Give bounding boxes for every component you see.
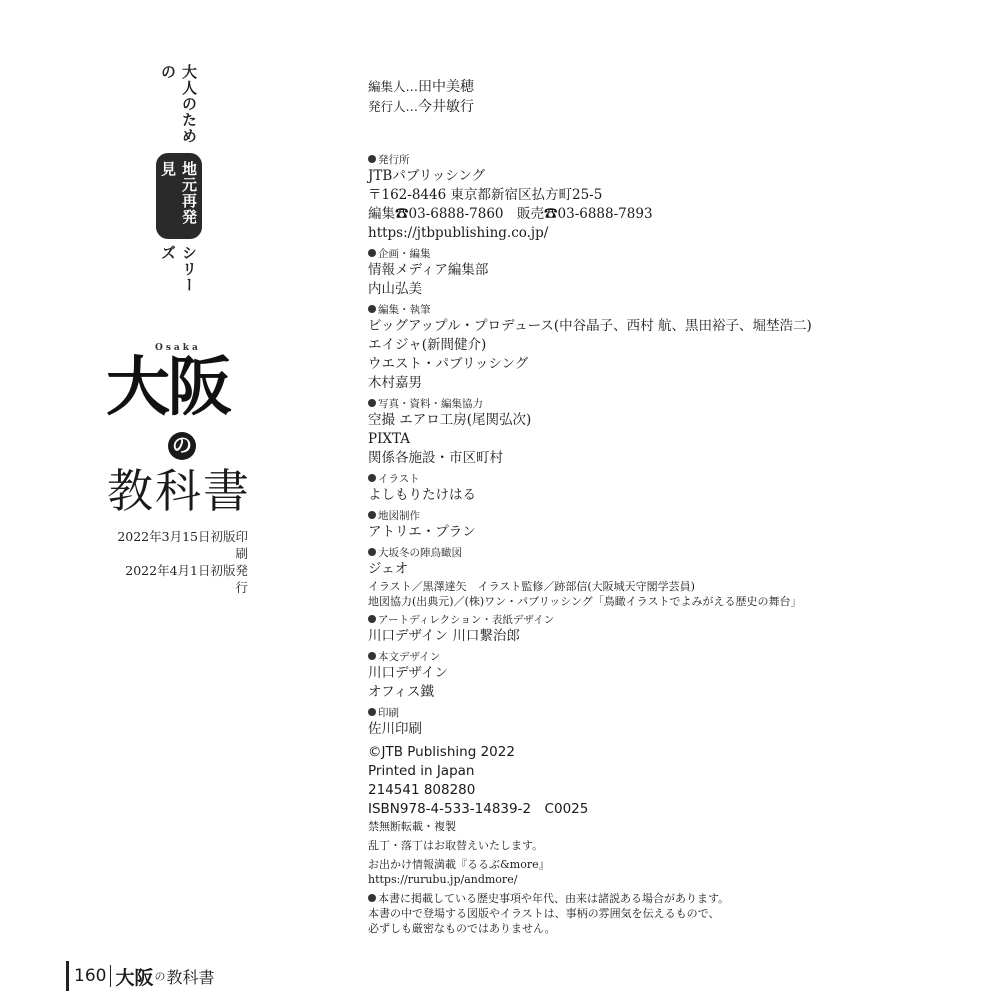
credit-heading-text: 大坂冬の陣鳥瞰図 [378, 547, 462, 559]
credit-line: 地図協力(出典元)／(株)ワン・パブリッシング「鳥瞰イラストでよみがえる歴史の舞台」 [368, 595, 802, 608]
credit-line: 川口デザイン 川口繋治郎 [368, 628, 520, 644]
book-title-main: 大阪 [106, 351, 230, 425]
credit-sections [368, 153, 888, 739]
credit-line: https://jtbpublishing.co.jp/ [368, 225, 549, 241]
disclaimer-line-3: 必ずしも厳密なものではありません。 [368, 922, 556, 935]
footer-divider [110, 965, 111, 987]
credit-heading [368, 472, 888, 486]
credit-line: ジェオ [368, 561, 409, 577]
book-title-sub: 教科書 [107, 464, 251, 518]
series-bottom-text: シリーズ [159, 244, 198, 293]
credit-line: アトリエ・プラン [368, 524, 476, 540]
credit-line: オフィス鐵 [368, 684, 435, 700]
bullet-icon [368, 548, 376, 556]
copyright-line: ©JTB Publishing 2022 [368, 744, 515, 760]
disclaimer-line-1 [368, 891, 888, 906]
credit-line: ウエスト・パブリッシング [368, 356, 529, 372]
credit-heading-text: アートディレクション・表紙デザイン [378, 614, 555, 626]
credit-heading-text: 写真・資料・編集協力 [378, 398, 483, 410]
credit-heading-text: 企画・編集 [378, 248, 431, 260]
publisher-label: 発行人… [368, 99, 419, 114]
bullet-icon [368, 652, 376, 660]
credit-line: 川口デザイン [368, 665, 449, 681]
footer-title-sub: 教科書 [166, 967, 215, 987]
credit-line: 〒162-8446 東京都新宿区払方町25-5 [368, 187, 603, 203]
editor-name: 田中美穂 [418, 79, 475, 95]
printed-line: Printed in Japan [368, 763, 475, 779]
credit-section [368, 546, 888, 609]
credit-section [368, 613, 888, 646]
disclaimer [368, 891, 888, 936]
colophon [368, 743, 888, 887]
print-date: 2022年3月15日初版印刷 [117, 529, 248, 561]
credit-heading-text: 発行所 [378, 154, 410, 166]
publisher-line [368, 97, 474, 117]
credit-line: 空撮 エアロ工房(尾関弘次) [368, 412, 532, 428]
credit-heading-text: 地図制作 [378, 510, 420, 522]
staff-block [368, 77, 474, 117]
publish-date: 2022年4月1日初版発行 [125, 563, 248, 595]
credit-line: 佐川印刷 [368, 721, 422, 737]
credit-section [368, 153, 888, 243]
series-badge: 地元再発見 [156, 153, 202, 238]
credit-heading [368, 303, 888, 317]
bullet-icon [368, 305, 376, 313]
bullet-icon [368, 155, 376, 163]
disclaimer-text-1: 本書に掲載している歴史事項や年代、由来は諸説ある場合があります。 [378, 892, 730, 905]
bullet-icon [368, 249, 376, 257]
code-line: 214541 808280 [368, 782, 476, 798]
credit-heading-text: イラスト [378, 473, 420, 485]
footer-title-main: 大阪 [115, 966, 154, 989]
edition-dates [114, 528, 248, 596]
bullet-icon [368, 894, 376, 902]
credit-line: ビッグアップル・プロデュース(中谷晶子、西村 航、黒田裕子、堀埜浩二) [368, 318, 812, 334]
publisher-name: 今井敏行 [418, 99, 475, 115]
credit-line: 関係各施設・市区町村 [368, 450, 503, 466]
editor-line [368, 77, 474, 97]
isbn-line: ISBN978-4-533-14839-2 C0025 [368, 801, 589, 817]
credit-line: 内山弘美 [368, 281, 422, 297]
credit-section [368, 509, 888, 542]
defect-line: 乱丁・落丁はお取替えいたします。 [368, 839, 544, 852]
bullet-icon [368, 474, 376, 482]
page-number: 160 [74, 966, 107, 986]
credit-line: イラスト／黒澤達矢 イラスト監修／跡部信(大阪城天守閣学芸員) [368, 580, 695, 593]
credit-line: JTBパブリッシング [368, 168, 486, 184]
credit-section [368, 303, 888, 393]
series-top-text: 大人のための [159, 64, 198, 144]
bullet-icon [368, 399, 376, 407]
credit-section [368, 247, 888, 299]
credit-line: よしもりたけはる [368, 487, 476, 503]
credit-heading [368, 247, 888, 261]
credit-line: PIXTA [368, 431, 411, 447]
credit-section [368, 472, 888, 505]
credit-heading [368, 546, 888, 560]
footer-bar [66, 961, 69, 991]
title-roman: Osaka [155, 343, 201, 353]
credit-line: 木村嘉男 [368, 375, 422, 391]
credit-heading [368, 706, 888, 720]
series-label [159, 64, 198, 300]
book-title-particle: の [168, 432, 196, 460]
credit-heading [368, 509, 888, 523]
editor-label: 編集人… [368, 79, 419, 94]
credit-heading [368, 153, 888, 167]
bullet-icon [368, 708, 376, 716]
page-footer [66, 960, 214, 992]
disclaimer-line-2: 本書の中で登場する図版やイラストは、事柄の雰囲気を伝えるもので、 [368, 907, 720, 920]
info-line: お出かけ情報満載『るるぶ&more』 [368, 858, 550, 871]
bullet-icon [368, 511, 376, 519]
url-line: https://rurubu.jp/andmore/ [368, 873, 518, 886]
credit-heading-text: 本文デザイン [378, 651, 441, 663]
bullet-icon [368, 615, 376, 623]
credit-line: 編集☎03-6888-7860 販売☎03-6888-7893 [368, 206, 653, 222]
credit-line: エイジャ(新間健介) [368, 337, 487, 353]
credit-section [368, 397, 888, 468]
footer-title-particle: の [154, 970, 166, 983]
credits [368, 153, 888, 940]
credit-section [368, 706, 888, 739]
prohibit-line: 禁無断転載・複製 [368, 820, 456, 833]
credit-heading [368, 613, 888, 627]
credit-heading-text: 印刷 [378, 707, 399, 719]
credit-line: 情報メディア編集部 [368, 262, 489, 278]
credit-heading [368, 650, 888, 664]
credit-heading [368, 397, 888, 411]
credit-heading-text: 編集・執筆 [378, 304, 431, 316]
credit-section [368, 650, 888, 702]
